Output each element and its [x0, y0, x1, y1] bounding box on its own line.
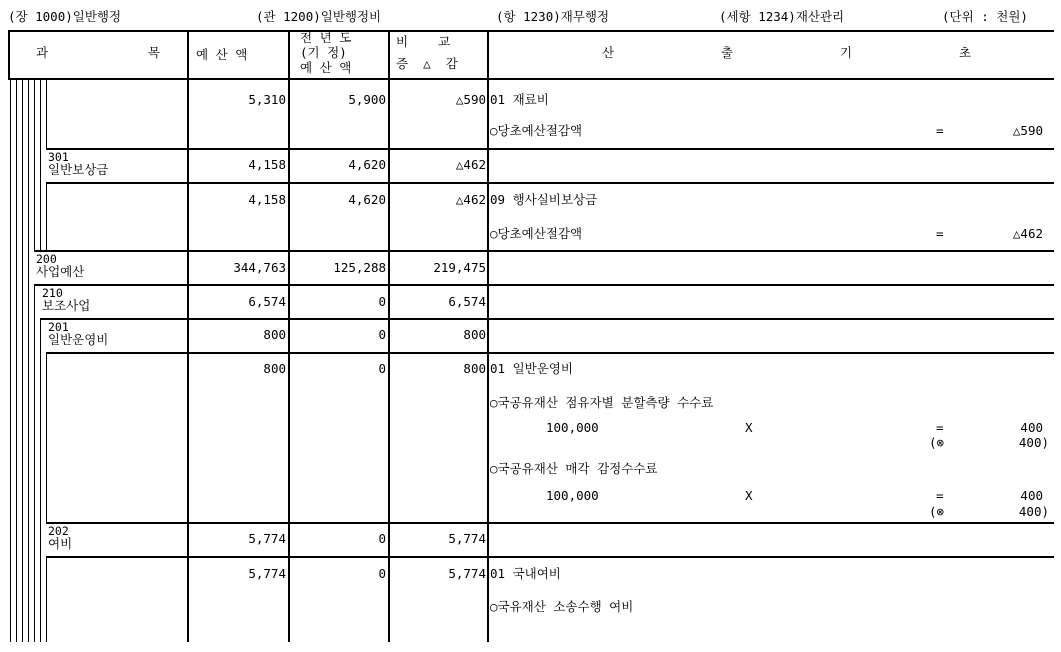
unit-label: (단위 : 천원) [942, 9, 1028, 24]
hierarchy-line [46, 556, 47, 642]
prev-budget-cell: 0 [378, 531, 386, 546]
account-name: 사업예산 [36, 264, 85, 279]
diff-cell: △590 [455, 92, 486, 107]
hierarchy-line [46, 80, 47, 148]
header-prev-1: 전 년 도 [300, 30, 352, 45]
header-gwamok-2: 목 [148, 45, 161, 60]
budget-cell: 800 [263, 361, 286, 376]
account-name: 일반보상금 [48, 162, 109, 177]
diff-cell: 800 [463, 327, 486, 342]
table-top-border [8, 30, 1054, 32]
prev-budget-cell: 5,900 [348, 92, 386, 107]
prev-budget-cell: 4,620 [348, 192, 386, 207]
diff-cell: △462 [455, 192, 486, 207]
prev-budget-cell: 4,620 [348, 157, 386, 172]
basis-amount: 400 [1020, 488, 1043, 503]
basis-detail: ○당초예산절감액 [490, 123, 583, 138]
header-basis-1: 산 [602, 45, 615, 60]
budget-cell: 800 [263, 327, 286, 342]
col-divider-gwamok [187, 30, 189, 642]
basis-detail: ○국유재산 소송수행 여비 [490, 599, 634, 614]
header-prev-3: 예 산 액 [300, 60, 352, 75]
basis-title: 01 재료비 [490, 92, 549, 107]
diff-cell: 6,574 [448, 294, 486, 309]
basis-quantity: 100,000 [546, 488, 599, 503]
diff-cell: 219,475 [433, 260, 486, 275]
basis-amount: △462 [1012, 226, 1043, 241]
header-bottom-border [8, 78, 1054, 80]
equals-sign: = [936, 226, 944, 241]
header-gwamok-1: 과 [36, 45, 49, 60]
basis-title: 09 행사실비보상금 [490, 192, 598, 207]
diff-cell: 5,774 [448, 566, 486, 581]
multiply-sign: X [745, 420, 753, 435]
equals-sign: = [936, 123, 944, 138]
header-budget: 예 산 액 [196, 47, 248, 62]
prev-budget-cell: 0 [378, 327, 386, 342]
equals-sign: = [936, 420, 944, 435]
chapter-label: (장 1000)일반행정 [8, 9, 122, 24]
prev-budget-cell: 0 [378, 294, 386, 309]
account-code: 202 [48, 524, 69, 538]
hierarchy-line [46, 352, 47, 522]
multiply-sign: X [745, 488, 753, 503]
subtotal-marker: (⊗ [929, 504, 945, 519]
section-label: (관 1200)일반행정비 [256, 9, 382, 24]
account-code: 201 [48, 320, 69, 334]
header-basis-4: 초 [959, 45, 972, 60]
account-code: 301 [48, 150, 69, 164]
hierarchy-line [28, 80, 29, 642]
diff-cell: △462 [455, 157, 486, 172]
account-code: 210 [42, 286, 63, 300]
header-diff-1: 비 교 [396, 34, 451, 49]
subtotal-amount: 400) [1018, 435, 1049, 450]
prev-budget-cell: 125,288 [333, 260, 386, 275]
basis-amount: △590 [1012, 123, 1043, 138]
account-code: 200 [36, 252, 57, 266]
prev-budget-cell: 0 [378, 361, 386, 376]
basis-title: 01 일반운영비 [490, 361, 573, 376]
hierarchy-line [40, 318, 41, 642]
hierarchy-line [40, 80, 41, 250]
item-label: (항 1230)재무행정 [496, 9, 610, 24]
prev-budget-cell: 0 [378, 566, 386, 581]
row-border [46, 182, 1054, 184]
basis-detail: ○당초예산절감액 [490, 226, 583, 241]
row-border [34, 250, 1054, 252]
basis-title: 01 국내여비 [490, 566, 561, 581]
basis-amount: 400 [1020, 420, 1043, 435]
header-diff-2: 증 △ 감 [396, 56, 458, 71]
budget-cell: 4,158 [248, 157, 286, 172]
row-border [46, 556, 1054, 558]
budget-cell: 5,310 [248, 92, 286, 107]
budget-cell: 4,158 [248, 192, 286, 207]
budget-cell: 5,774 [248, 566, 286, 581]
budget-cell: 6,574 [248, 294, 286, 309]
table-left-border [8, 30, 10, 80]
diff-cell: 800 [463, 361, 486, 376]
account-name: 보조사업 [42, 298, 91, 313]
diff-cell: 5,774 [448, 531, 486, 546]
row-border [46, 352, 1054, 354]
col-divider-diff [487, 30, 489, 642]
hierarchy-line [46, 182, 47, 250]
row-border [46, 522, 1054, 524]
hierarchy-line [16, 80, 17, 642]
row-border [34, 284, 1054, 286]
account-name: 여비 [48, 536, 73, 551]
header-prev-2: (기 정) [300, 45, 347, 60]
basis-quantity: 100,000 [546, 420, 599, 435]
hierarchy-line [34, 80, 35, 250]
basis-detail: ○국공유재산 매각 감정수수료 [490, 461, 658, 476]
header-basis-3: 기 [840, 45, 853, 60]
header-basis-2: 출 [721, 45, 734, 60]
hierarchy-line [10, 80, 11, 642]
row-border [46, 148, 1054, 150]
subtotal-marker: (⊗ [929, 435, 945, 450]
account-name: 일반운영비 [48, 332, 109, 347]
equals-sign: = [936, 488, 944, 503]
subitem-label: (세항 1234)재산관리 [719, 9, 845, 24]
hierarchy-line [22, 80, 23, 642]
budget-cell: 344,763 [233, 260, 286, 275]
subtotal-amount: 400) [1018, 504, 1049, 519]
budget-cell: 5,774 [248, 531, 286, 546]
basis-detail: ○국공유재산 점유자별 분할측량 수수료 [490, 395, 714, 410]
row-border [40, 318, 1054, 320]
hierarchy-line [34, 284, 35, 642]
